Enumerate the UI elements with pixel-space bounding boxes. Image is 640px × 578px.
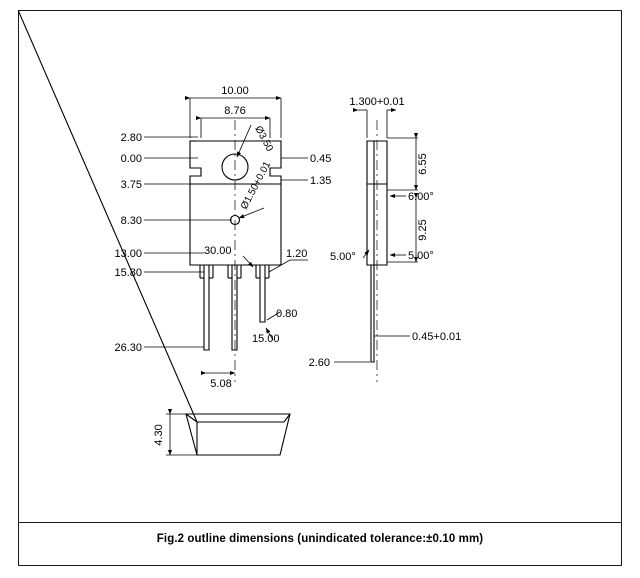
dim-lead-thickness: 0.45+0.01 [412,331,462,343]
figure-caption: Fig.2 outline dimensions (unindicated tolerance:±0.10 mm) [156,533,484,545]
dim-notch-1-35: 1.35 [310,175,332,187]
dim-bottom-4-30: 4.30 [153,424,165,446]
outline-drawing [18,10,622,566]
dim-width-body: 8.76 [224,105,246,117]
dim-angle-15: 15.00 [252,333,280,345]
dim-lead-0-80: 0.80 [276,308,298,320]
dim-y-13-00: 13.00 [114,248,142,260]
caption-divider [18,522,622,523]
dim-y-26-30: 26.30 [114,342,142,354]
dim-notch-0-45: 0.45 [310,153,332,165]
dim-pin-diameter: Ø1.50+0.01 [238,159,274,212]
dim-y-8-30: 8.30 [120,215,142,227]
dim-side-angle-bottom-right: 5.00° [408,250,434,262]
dim-side-9-25: 9.25 [417,219,429,241]
dim-side-angle-left: 5.00° [330,251,356,263]
dim-hole-diameter: Ø3.50 [252,124,275,154]
dim-y-0-00: 0.00 [120,153,142,165]
dim-side-6-55: 6.55 [417,153,429,175]
dim-width-overall: 10.00 [221,85,249,97]
dim-side-angle-top-right: 6.00° [408,191,434,203]
dim-side-thickness: 1.300+0.01 [349,96,405,108]
dim-y-15-80: 15.80 [114,267,142,279]
dim-pin-pitch: 5.08 [210,378,232,390]
dim-angle-30: 30.00 [204,245,232,257]
dim-y-2-80: 2.80 [120,132,142,144]
dim-lead-tip: 2.60 [308,357,330,369]
dim-y-3-75: 3.75 [120,179,142,191]
dim-lead-1-20: 1.20 [286,248,308,260]
